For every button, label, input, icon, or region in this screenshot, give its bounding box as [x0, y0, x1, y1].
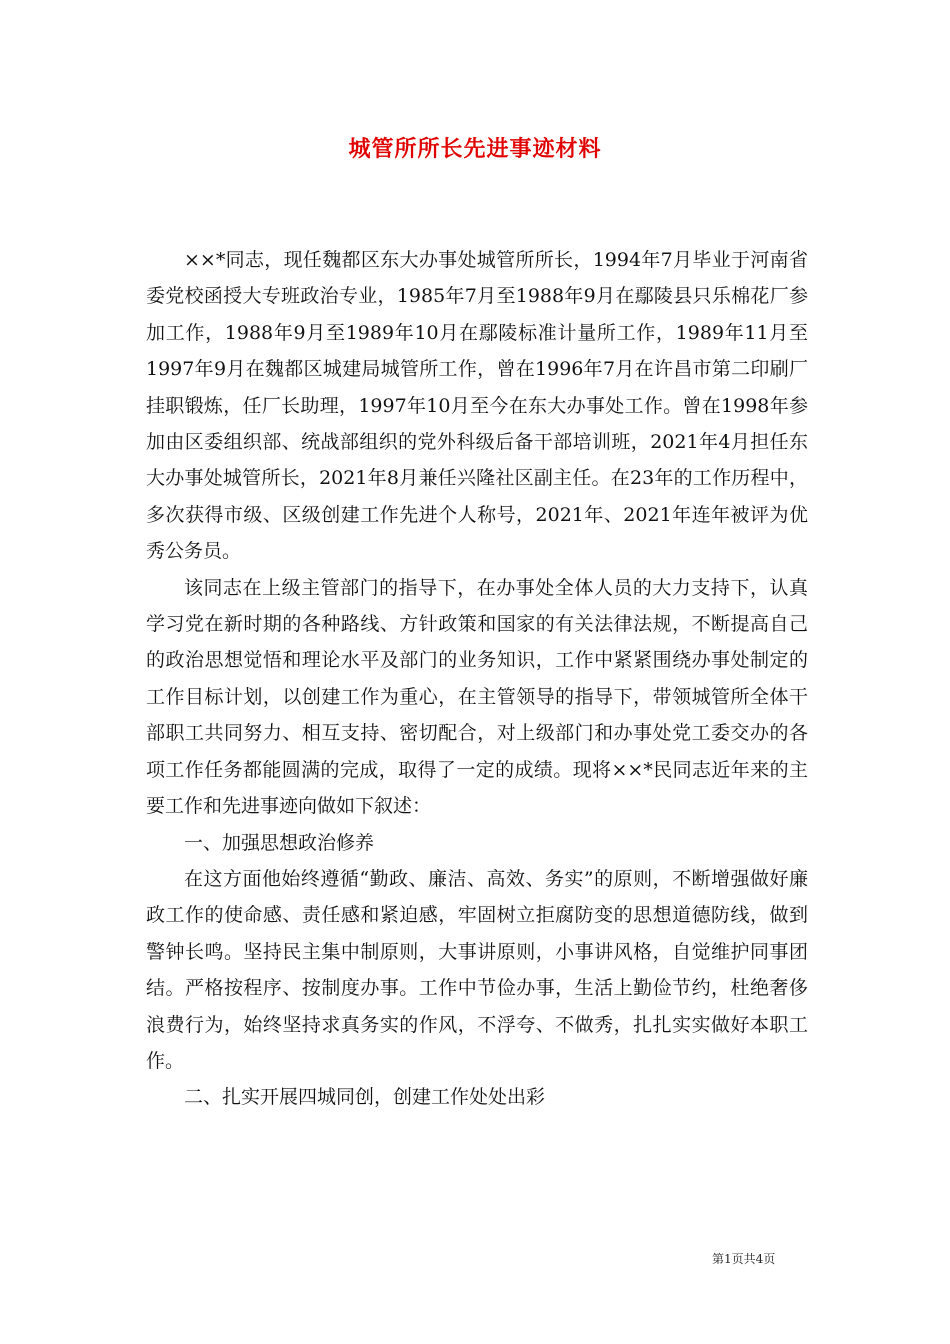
section-heading-1: 一、加强思想政治修养: [184, 831, 375, 854]
paragraph-profile: ××*同志，现任魏都区东大办事处城管所所长，1994年7月毕业于河南省委党校函授大专班政治专业，1985年7月至1988年9月在鄢陵县只乐棉花厂参加工作，1988年9月至1989年10月在鄢陵标准计量所工作，1989年11月至1997年9月在魏都区城建局城管所工作，曾在1996年7月在许昌市第二印刷厂挂职锻炼，任厂长助理，1997年10月至今在东大办事处工作。曾在1998年参加由区委组织部、统战部组织的党外科级后备干部培训班，2021年4月担任东大办事处城管所长，2021年8月兼任兴隆社区副主任。在23年的工作历程中，多次获得市级、区级创建工作先进个人称号，2021年、2021年连年被评为优秀公务员。: [146, 249, 808, 563]
paragraph-section-1: 在这方面他始终遵循“勤政、廉洁、高效、务实”的原则，不断增强做好廉政工作的使命感、责任感和紧迫感，牢固树立拒腐防变的思想道德防线，做到警钟长鸣。坚持民主集中制原则，大事讲原则，小事讲风格，自觉维护同事团结。严格按程序、按制度办事。工作中节俭办事，生活上勤俭节约，杜绝奢侈浪费行为，始终坚持求真务实的作风，不浮夸、不做秀，扎扎实实做好本职工作。: [146, 867, 808, 1072]
document-title: 城管所所长先进事迹材料: [348, 136, 602, 162]
document-body: [146, 242, 808, 1116]
section-heading-2: 二、扎实开展四城同创，创建工作处处出彩: [184, 1086, 546, 1109]
page-number: 第1页共4页: [712, 1252, 776, 1266]
paragraph-overview: 该同志在上级主管部门的指导下，在办事处全体人员的大力支持下，认真学习党在新时期的各种路线、方针政策和国家的有关法律法规，不断提高自己的政治思想觉悟和理论水平及部门的业务知识，工作中紧紧围绕办事处制定的工作目标计划，以创建工作为重心，在主管领导的指导下，带领城管所全体干部职工共同努力、相互支持、密切配合，对上级部门和办事处党工委交办的各项工作任务都能圆满的完成，取得了一定的成绩。现将××*民同志近年来的主要工作和先进事迹向做如下叙述：: [146, 576, 808, 818]
